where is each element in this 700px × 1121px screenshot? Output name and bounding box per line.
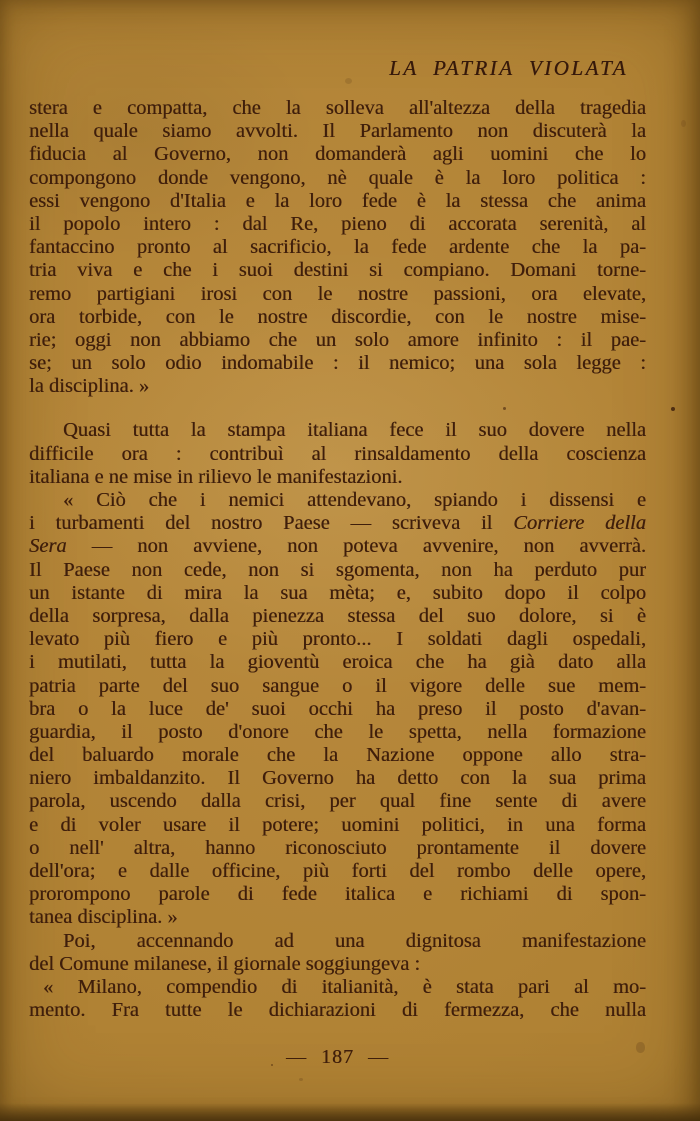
text-line: levato più fiero e più pronto... I soldati dagli ospedali, bbox=[29, 628, 646, 651]
text-line: Sera — non avviene, non poteva avvenire, non avverrà. bbox=[29, 535, 646, 558]
text-line: un istante di mira la sua mèta; e, subito dopo il colpo bbox=[29, 581, 646, 604]
paper-speck bbox=[345, 78, 352, 84]
text-line: Il Paese non cede, non si sgomenta, non ha perduto pur bbox=[29, 558, 646, 581]
text-line: dell'ora; e dalle officine, più forti del rombo delle opere, bbox=[29, 860, 646, 882]
text-line: tria viva e che i suoi destini si compiano. Domani torne- bbox=[29, 259, 646, 282]
text-line: il popolo intero : dal Re, pieno di accorata serenità, al bbox=[29, 212, 646, 235]
page-number: — 187 — bbox=[286, 1046, 389, 1068]
text-line: i mutilati, tutta la gioventù eroica che ha già dato alla bbox=[29, 651, 646, 674]
text-line: bra o la luce de' suoi occhi ha preso il posto d'avan- bbox=[29, 697, 646, 720]
text-line: Poi, accennando ad una dignitosa manifestazione bbox=[63, 929, 646, 952]
text-line: e di voler usare il potere; uomini politici, in una forma bbox=[29, 813, 646, 836]
text-line: parola, uscendo dalla crisi, per qual fine sente di avere bbox=[29, 790, 646, 813]
text-line: mento. Fra tutte le dichiarazioni di fermezza, che nulla bbox=[29, 999, 646, 1022]
text-line: fantaccino pronto al sacrificio, la fede ardente che la pa- bbox=[29, 236, 646, 259]
text-line: difficile ora : contribuì al rinsaldamento della coscienza bbox=[29, 442, 646, 465]
text-line: remo partigiani irosi con le nostre passioni, ora elevate, bbox=[29, 282, 646, 305]
text-line: guardia, il posto d'onore che le spetta, nella formazione bbox=[29, 720, 646, 743]
text-line: prorompono parole di fede italica e richiami di spon- bbox=[29, 883, 646, 906]
text-line: del baluardo morale che la Nazione oppone allo stra- bbox=[29, 744, 646, 767]
text-line: compongono donde vengono, nè quale è la loro politica : bbox=[29, 166, 646, 189]
text-line: rie; oggi non abbiamo che un solo amore infinito : il pae- bbox=[29, 328, 646, 351]
text-line: fiducia al Governo, non domanderà agli uomini che lo bbox=[29, 143, 646, 166]
text-line: ora torbide, con le nostre discordie, con le nostre mise- bbox=[29, 305, 646, 328]
running-header: LA PATRIA VIOLATA bbox=[389, 56, 628, 80]
paragraph-gap bbox=[29, 398, 646, 419]
text-line: nella quale siamo avvolti. Il Parlamento non discuterà la bbox=[29, 120, 646, 143]
text-line: o nell' altra, hanno riconosciuto prontamente il dovere bbox=[29, 836, 646, 859]
page-body bbox=[29, 97, 646, 1022]
text-line: niero imbaldanzito. Il Governo ha detto con la sua prima bbox=[29, 767, 646, 790]
text-line: i turbamenti del nostro Paese — scriveva il Corriere della bbox=[29, 512, 646, 535]
text-line: « Ciò che i nemici attendevano, spiando i dissensi e bbox=[63, 489, 646, 511]
paper-speck bbox=[299, 1078, 303, 1081]
text-line: italiana e ne mise in rilievo le manifestazioni. bbox=[29, 465, 403, 488]
text-line: tanea disciplina. » bbox=[29, 906, 178, 929]
text-line: Quasi tutta la stampa italiana fece il suo dovere nella bbox=[63, 419, 646, 442]
text-line: « Milano, compendio di italianità, è stata pari al mo- bbox=[43, 975, 646, 998]
paper-speck bbox=[671, 407, 675, 411]
text-line: la disciplina. » bbox=[29, 375, 150, 398]
text-line: patria parte del suo sangue o il vigore delle sue mem- bbox=[29, 674, 646, 697]
text-line: essi vengono d'Italia e la loro fede è la stessa che anima bbox=[29, 189, 646, 212]
text-line: del Comune milanese, il giornale soggiungeva : bbox=[29, 952, 421, 975]
text-line: della sorpresa, dalla pienezza stessa del suo dolore, si è bbox=[29, 604, 646, 627]
paper-speck bbox=[681, 120, 686, 127]
text-line: se; un solo odio indomabile : il nemico; una sola legge : bbox=[29, 352, 646, 375]
text-line: stera e compatta, che la solleva all'altezza della tragedia bbox=[29, 97, 646, 119]
